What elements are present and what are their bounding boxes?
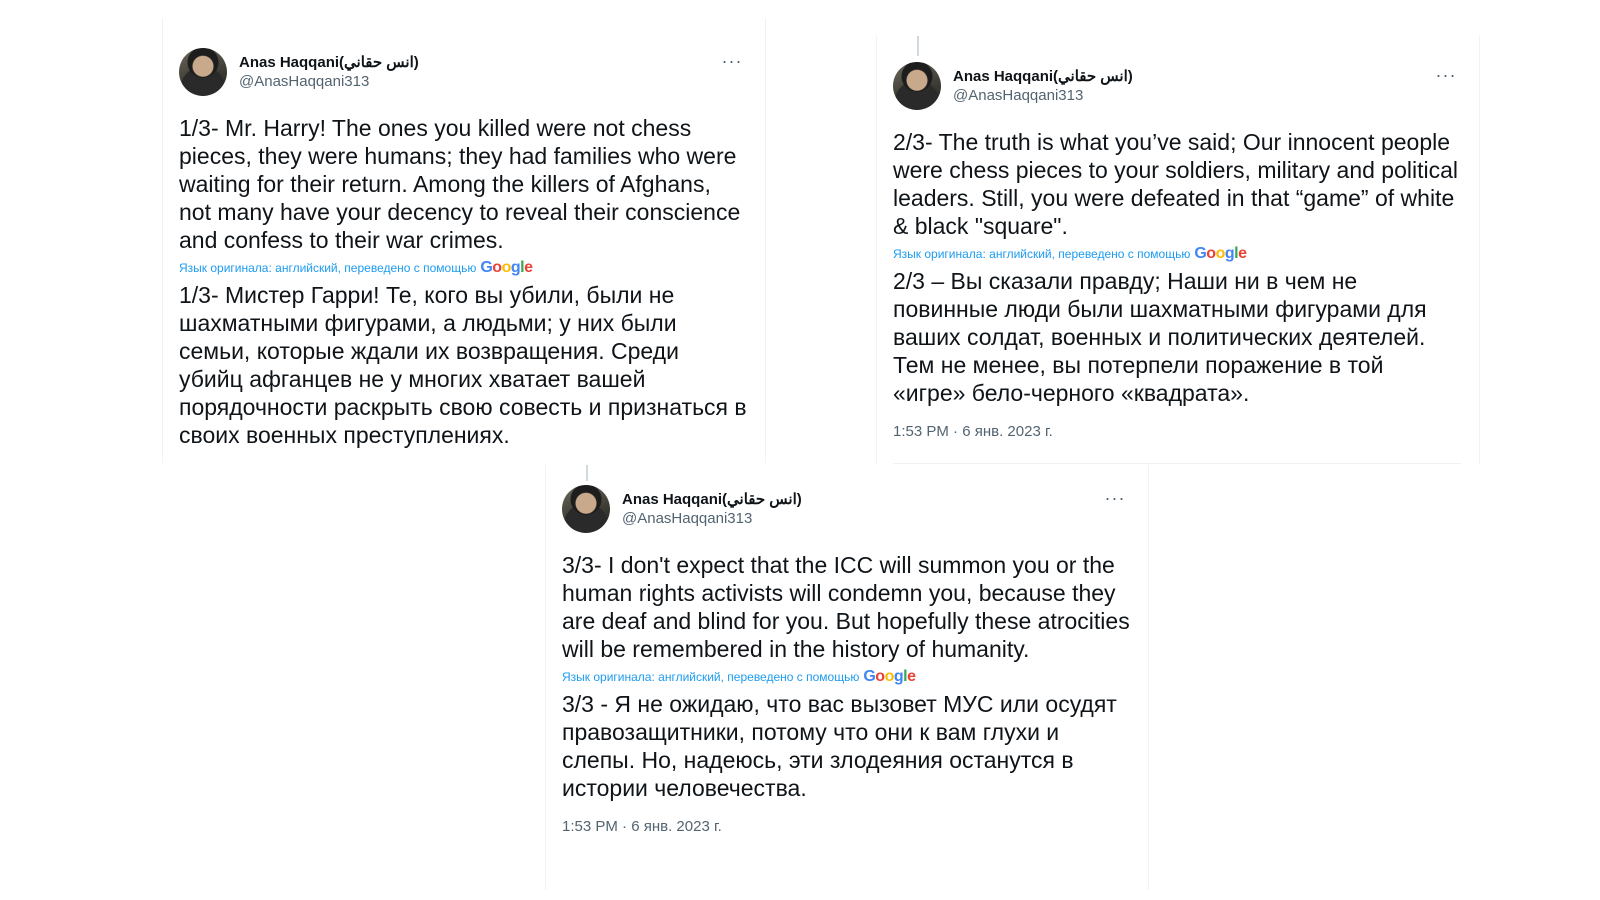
google-logo: Google: [480, 259, 533, 276]
google-logo: Google: [1194, 245, 1247, 262]
display-name[interactable]: Anas Haqqani(انس حقاني): [239, 54, 419, 71]
author-info: [953, 67, 1133, 105]
google-logo: Google: [863, 668, 916, 685]
author-info: [239, 53, 419, 91]
handle[interactable]: @AnasHaqqani313: [622, 510, 753, 527]
translation-note: [179, 259, 747, 277]
translation-note: [893, 245, 1461, 263]
tweet-header: [893, 62, 1461, 112]
author-info: [622, 490, 802, 528]
tweet-timestamp[interactable]: 1:53 PM · 6 янв. 2023 г.: [562, 818, 722, 835]
more-options-icon[interactable]: ···: [1435, 65, 1457, 85]
more-options-icon[interactable]: ···: [721, 51, 743, 71]
translation-note: [562, 668, 1130, 686]
more-options-icon[interactable]: ···: [1104, 488, 1126, 508]
translation-note-text: Язык оригинала: английский, переведено с помощью: [893, 247, 1191, 261]
tweet-2[interactable]: [876, 36, 1480, 464]
divider: [893, 463, 1461, 464]
tweet-3[interactable]: [545, 465, 1149, 890]
translation-note-text: Язык оригинала: английский, переведено с помощью: [179, 261, 477, 275]
tweet-text-original: 2/3- The truth is what you’ve said; Our innocent people were chess pieces to your soldiers, military and political leaders. Still, you were defeated in that “game” of white & black "square".: [893, 129, 1459, 239]
tweet-text-translated: 2/3 – Вы сказали правду; Наши ни в чем не повинные люди были шахматными фигурами для ваших солдат, военных и политических деятелей. Тем не менее, вы потерпели поражение в той «игре» бело-черного «квадрата».: [893, 268, 1427, 406]
display-name[interactable]: Anas Haqqani(انس حقاني): [622, 491, 802, 508]
tweet-header: [562, 485, 1130, 535]
tweet-text-original: 1/3- Mr. Harry! The ones you killed were not chess pieces, they were humans; they had families who were waiting for their return. Among the killers of Afghans, not many have your decency to reveal their conscience and confess to their war crimes.: [179, 115, 741, 253]
tweet-timestamp[interactable]: 1:53 PM · 6 янв. 2023 г.: [893, 423, 1053, 440]
tweet-header: [179, 48, 747, 98]
translation-note-text: Язык оригинала: английский, переведено с помощью: [562, 670, 860, 684]
avatar[interactable]: [179, 48, 227, 96]
tweet-text-translated: 1/3- Мистер Гарри! Те, кого вы убили, были не шахматными фигурами, а людьми; у них были семьи, которые ждали их возвращения. Среди убийц афганцев не у многих хватает вашей порядочности раскрыть свою совесть и признаться в своих военных преступлениях.: [179, 282, 747, 448]
thread-connector: [586, 465, 588, 481]
tweet-1[interactable]: [162, 18, 766, 463]
tweet-text-translated: 3/3 - Я не ожидаю, что вас вызовет МУС или осудят правозащитники, потому что они к вам глухи и слепы. Но, надеюсь, эти злодеяния останутся в истории человечества.: [562, 691, 1117, 801]
tweet-text-original: 3/3- I don't expect that the ICC will summon you or the human rights activists will condemn you, because they are deaf and blind for you. But hopefully these atrocities will be remembered in the history of humanity.: [562, 552, 1130, 662]
thread-connector: [917, 36, 919, 56]
avatar[interactable]: [893, 62, 941, 110]
display-name[interactable]: Anas Haqqani(انس حقاني): [953, 68, 1133, 85]
handle[interactable]: @AnasHaqqani313: [239, 73, 370, 90]
handle[interactable]: @AnasHaqqani313: [953, 87, 1084, 104]
avatar[interactable]: [562, 485, 610, 533]
